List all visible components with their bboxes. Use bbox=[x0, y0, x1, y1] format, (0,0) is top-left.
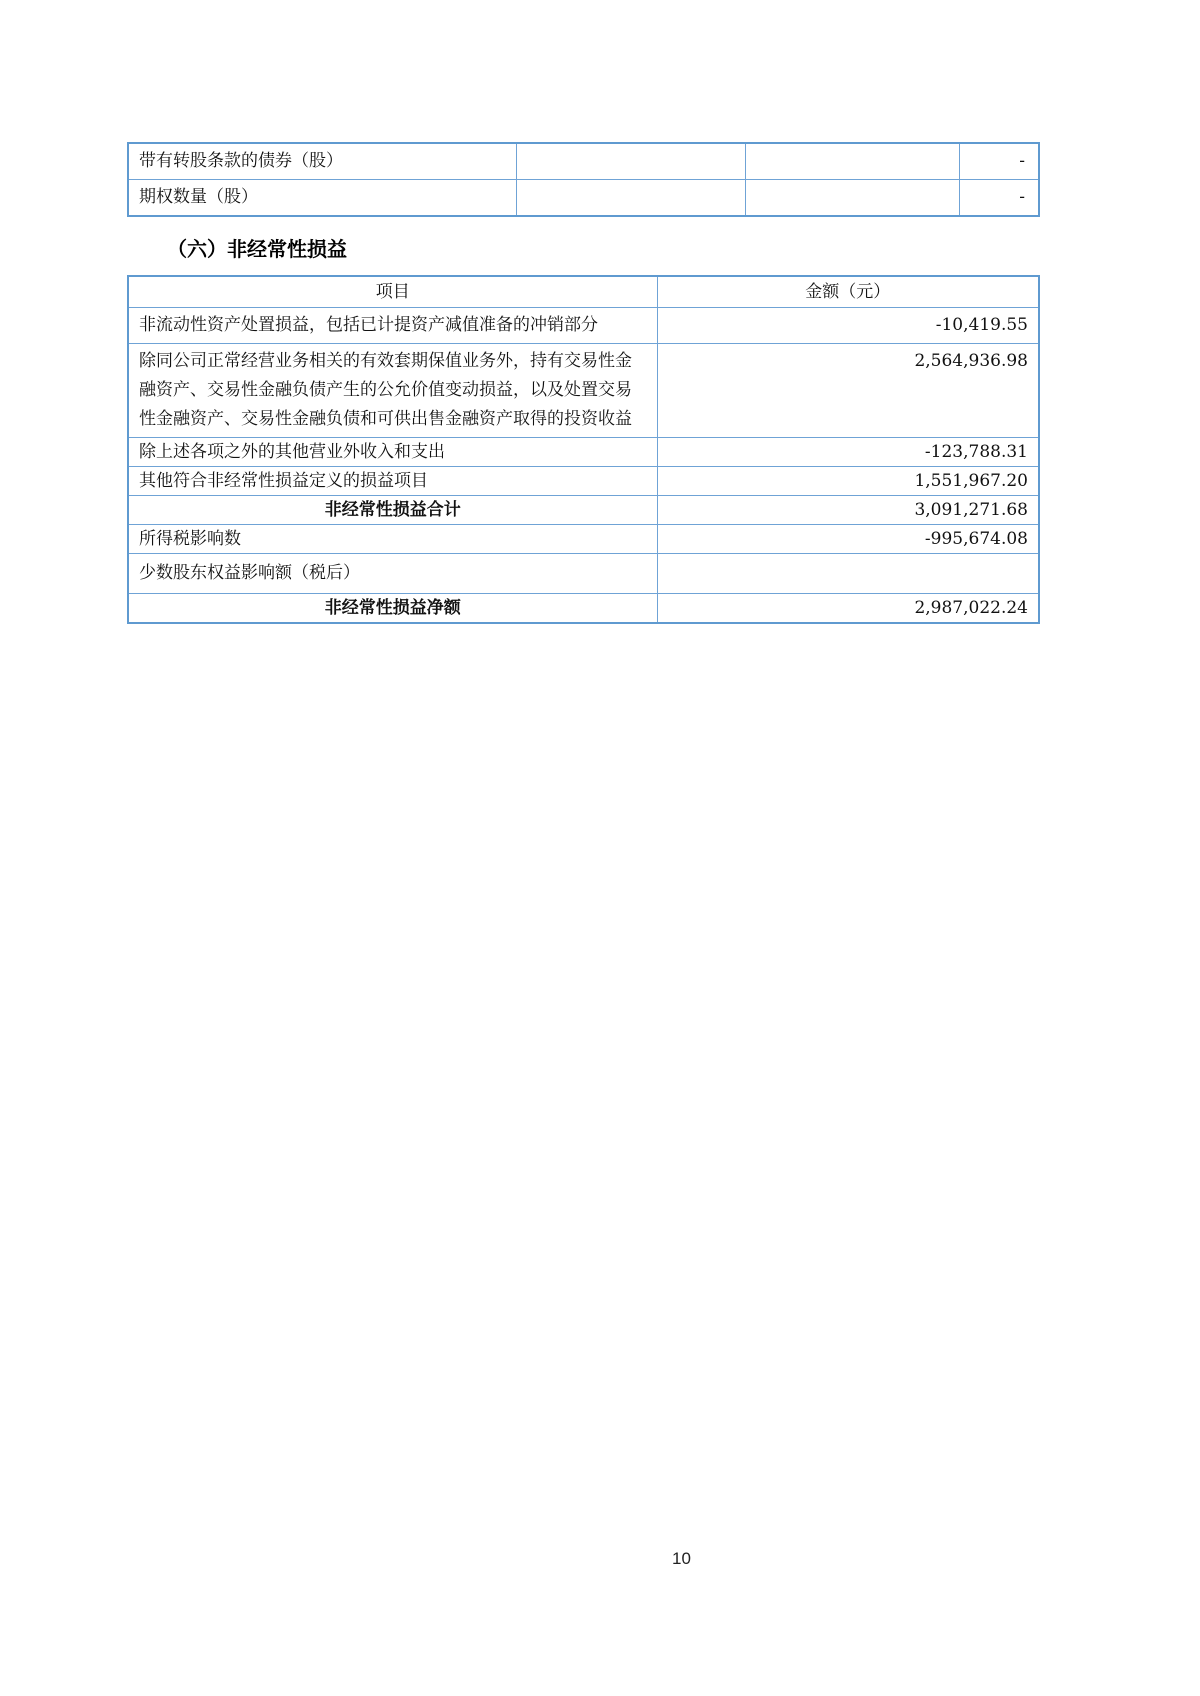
table-row bbox=[128, 143, 1039, 180]
amount-cell: 3,091,271.68 bbox=[657, 496, 1039, 525]
table-row bbox=[128, 344, 1039, 438]
amount-cell: 2,987,022.24 bbox=[657, 594, 1039, 624]
table-row bbox=[128, 180, 1039, 217]
table-row bbox=[128, 554, 1039, 594]
item-cell: 除上述各项之外的其他营业外收入和支出 bbox=[128, 438, 657, 467]
empty-cell bbox=[745, 143, 959, 180]
item-cell: 少数股东权益影响额（税后） bbox=[128, 554, 657, 594]
share-instruments-table bbox=[127, 142, 1040, 217]
item-cell: 所得税影响数 bbox=[128, 525, 657, 554]
amount-cell: 2,564,936.98 bbox=[657, 344, 1039, 438]
amount-cell: -995,674.08 bbox=[657, 525, 1039, 554]
page-number: 10 bbox=[672, 1549, 691, 1568]
table-row bbox=[128, 438, 1039, 467]
row-label-cell: 带有转股条款的债券（股） bbox=[128, 143, 516, 180]
table-row bbox=[128, 525, 1039, 554]
page-content bbox=[127, 142, 1038, 624]
table-header-row bbox=[128, 276, 1039, 308]
amount-cell: 1,551,967.20 bbox=[657, 467, 1039, 496]
item-cell: 非经常性损益合计 bbox=[128, 496, 657, 525]
empty-cell bbox=[745, 180, 959, 217]
table-row-subtotal bbox=[128, 496, 1039, 525]
amount-cell bbox=[657, 554, 1039, 594]
amount-cell: -123,788.31 bbox=[657, 438, 1039, 467]
item-cell: 其他符合非经常性损益定义的损益项目 bbox=[128, 467, 657, 496]
value-cell: - bbox=[959, 180, 1039, 217]
item-cell: 除同公司正常经营业务相关的有效套期保值业务外，持有交易性金融资产、交易性金融负债产生的公允价值变动损益，以及处置交易性金融资产、交易性金融负债和可供出售金融资产取得的投资收益 bbox=[128, 344, 657, 438]
empty-cell bbox=[516, 180, 745, 217]
item-cell: 非经常性损益净额 bbox=[128, 594, 657, 624]
table-row bbox=[128, 467, 1039, 496]
section-heading: （六）非经常性损益 bbox=[167, 239, 347, 261]
row-label-cell: 期权数量（股） bbox=[128, 180, 516, 217]
value-cell: - bbox=[959, 143, 1039, 180]
table-row bbox=[128, 308, 1039, 344]
amount-header-cell: 金额（元） bbox=[657, 276, 1039, 308]
item-header-cell: 项目 bbox=[128, 276, 657, 308]
empty-cell bbox=[516, 143, 745, 180]
item-cell: 非流动性资产处置损益，包括已计提资产减值准备的冲销部分 bbox=[128, 308, 657, 344]
amount-cell: -10,419.55 bbox=[657, 308, 1039, 344]
non-recurring-pnl-table bbox=[127, 275, 1040, 624]
table-row-total bbox=[128, 594, 1039, 624]
